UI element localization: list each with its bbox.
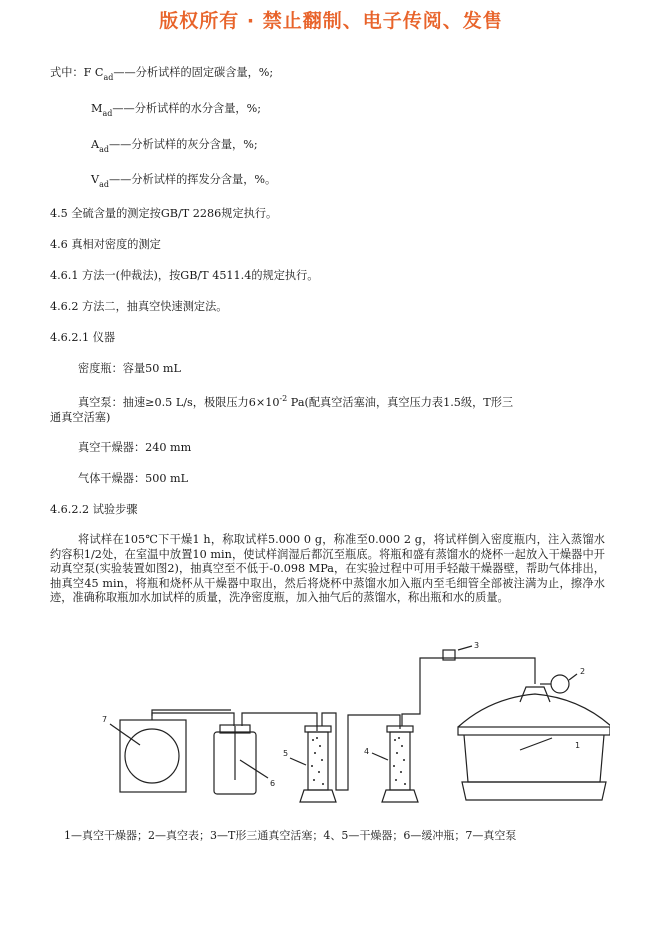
formula-line-a bbox=[91, 138, 258, 153]
leader-line bbox=[520, 738, 552, 750]
label-5: 5 bbox=[283, 749, 289, 758]
formula-intro: 式中： bbox=[50, 66, 84, 79]
label-7: 7 bbox=[102, 715, 108, 724]
desiccant-5 bbox=[311, 737, 324, 785]
dryer-5-top bbox=[305, 726, 331, 732]
symbol-a: A bbox=[91, 138, 100, 151]
procedure-paragraph: 将试样在105℃下干燥1 h，称取试样5.000 0 g，称准至0.000 2 g，将试样倒入密度瓶内，注入蒸馏水约容积1/2处，在室温中放置10 min，使试样润湿后都沉至瓶底。将瓶和盛有蒸馏水的烧杯一起放入干燥器中开动真空泵(实验装置如图2)，抽真空至不低于-0.098 MPa，在实验过程中可用手轻敲干燥器壁，帮助气体排出，抽真空45 min，将瓶和烧杯从干燥器中取出，然后将烧杯中蒸馏水加入瓶内至毛细管全部被注满为止，擦净水迹，准确称取瓶加水加试样的质量，洗净密度瓶，加入抽气后的蒸馏水，称出瓶和水的质量。 bbox=[50, 533, 605, 604]
section-4-6-2: 4.6.2 方法二，抽真空快速测定法。 bbox=[50, 300, 228, 313]
subscript: ad bbox=[99, 180, 109, 189]
dryer-5-base bbox=[300, 790, 336, 802]
desiccator-base bbox=[462, 782, 606, 800]
desiccator-flange bbox=[458, 727, 610, 735]
dryer-5 bbox=[308, 732, 328, 790]
formula-line-v bbox=[91, 173, 276, 188]
apparatus-diagram bbox=[90, 640, 610, 815]
vacuum-gauge bbox=[551, 675, 569, 693]
symbol-desc: ——分析试样的水分含量，%; bbox=[112, 102, 262, 115]
section-4-6-2-2: 4.6.2.2 试验步骤 bbox=[50, 503, 138, 516]
leader-line bbox=[240, 760, 268, 778]
symbol-desc: ——分析试样的固定碳含量，%; bbox=[113, 66, 274, 79]
symbol-m: M bbox=[91, 102, 103, 115]
pump-dial bbox=[125, 729, 179, 783]
symbol-desc: ——分析试样的灰分含量，%; bbox=[108, 138, 258, 151]
instrument-gas-dryer: 气体干燥器：500 mL bbox=[78, 472, 189, 485]
instrument-density-bottle: 密度瓶：容量50 mL bbox=[78, 362, 181, 375]
tube bbox=[242, 713, 317, 731]
copyright-banner: 版权所有 · 禁止翻制、电子传阅、发售 bbox=[159, 10, 503, 32]
section-4-6-2-1: 4.6.2.1 仪器 bbox=[50, 331, 116, 344]
tube bbox=[322, 713, 400, 790]
label-4: 4 bbox=[364, 747, 370, 756]
instrument-vacuum-pump-cont: 通真空活塞) bbox=[50, 411, 111, 424]
figure-caption: 1—真空干燥器；2—真空表；3—T形三通真空活塞；4、5—干燥器；6—缓冲瓶；7—真空泵 bbox=[64, 829, 517, 842]
formula-line-m bbox=[91, 102, 261, 117]
label-1: 1 bbox=[575, 741, 581, 750]
subscript: ad bbox=[102, 109, 113, 118]
vacuum-pump bbox=[120, 720, 186, 792]
leader-line bbox=[290, 758, 306, 765]
pump-text: 真空泵：抽速≥0.5 L/s，极限压力6×10 bbox=[78, 396, 280, 409]
tube bbox=[402, 658, 440, 726]
subscript: ad bbox=[103, 73, 114, 82]
section-4-6: 4.6 真相对密度的测定 bbox=[50, 238, 161, 251]
leader-line bbox=[569, 674, 577, 680]
symbol-v: V bbox=[91, 173, 100, 186]
section-4-5: 4.5 全硫含量的测定按GB/T 2286规定执行。 bbox=[50, 207, 278, 220]
symbol-desc: ——分析试样的挥发分含量，%。 bbox=[108, 173, 277, 186]
formula-line-fc bbox=[50, 66, 273, 81]
dryer-4 bbox=[390, 732, 410, 790]
instrument-vacuum-pump bbox=[78, 396, 513, 411]
pump-text-cont: Pa(配真空活塞油，真空压力表1.5级，T形三 bbox=[287, 396, 514, 409]
label-6: 6 bbox=[270, 779, 276, 788]
leader-line bbox=[458, 646, 472, 650]
label-3: 3 bbox=[474, 641, 480, 650]
tube bbox=[440, 658, 535, 684]
section-4-6-1: 4.6.1 方法一(仲裁法)，按GB/T 4511.4的规定执行。 bbox=[50, 269, 319, 282]
leader-line bbox=[372, 753, 388, 760]
exponent: -2 bbox=[279, 394, 288, 403]
symbol-fc: F C bbox=[83, 66, 104, 79]
instrument-vacuum-dryer: 真空干燥器：240 mm bbox=[78, 441, 192, 454]
subscript: ad bbox=[99, 145, 109, 154]
desiccator-body bbox=[464, 735, 604, 782]
desiccant-4 bbox=[393, 737, 406, 785]
label-2: 2 bbox=[580, 667, 586, 676]
desiccator-lid bbox=[458, 694, 610, 727]
dryer-4-base bbox=[382, 790, 418, 802]
